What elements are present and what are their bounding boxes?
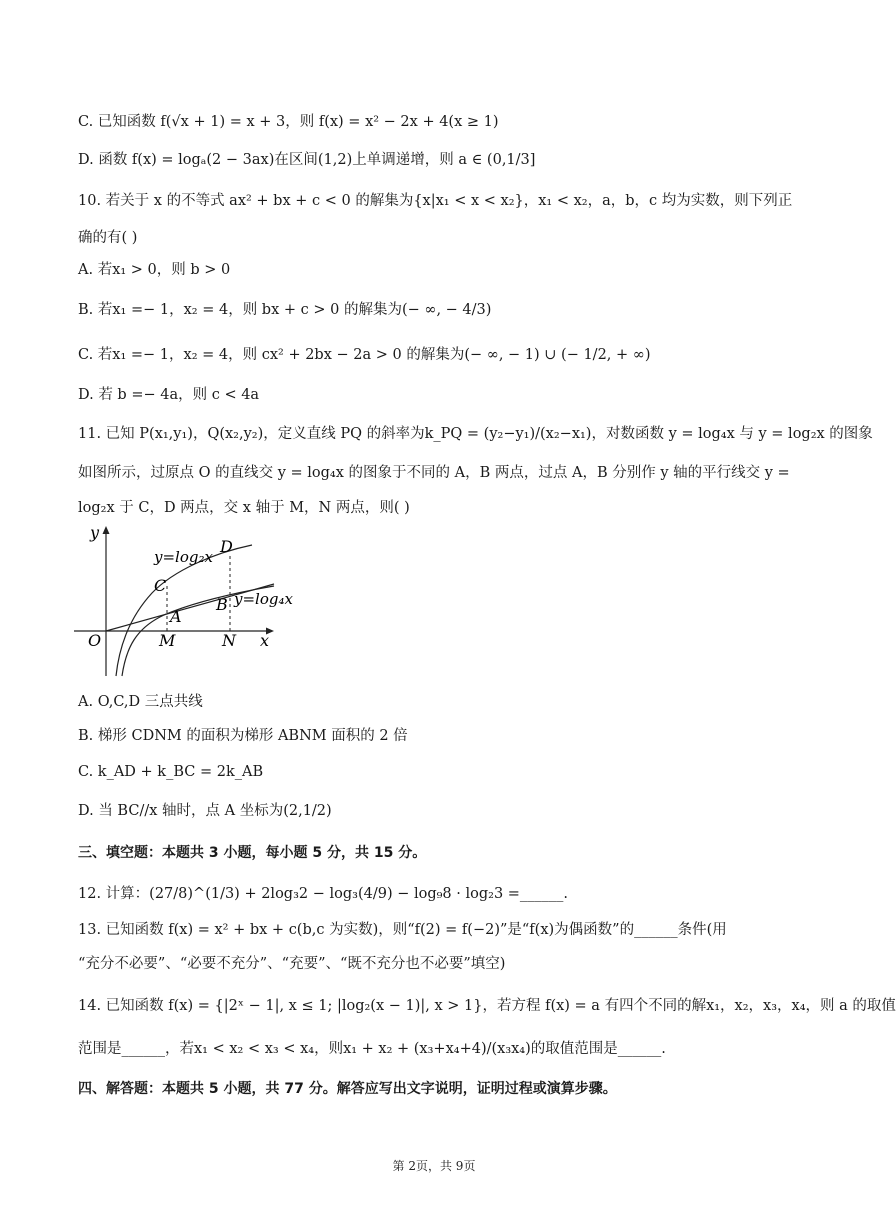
q11-stem-2: 如图所示，过原点 O 的直线交 y = log₄x 的图象于不同的 A，B 两点，过点 A，B 分别作 y 轴的平行线交 y = <box>78 465 790 481</box>
label-log2: y=log₂x <box>154 548 213 566</box>
q10-stem-2: 确的有( ) <box>78 230 138 246</box>
label-o: O <box>88 631 102 650</box>
label-n: N <box>222 631 236 650</box>
q10-option-d: D. 若 b =− 4a，则 c < 4a <box>78 387 260 403</box>
q10-option-c: C. 若x₁ =− 1，x₂ = 4，则 cx² + 2bx − 2a > 0 的解集为(− ∞, − 1) ∪ (− 1/2, + ∞) <box>78 347 651 363</box>
q10-option-a: A. 若x₁ > 0，则 b > 0 <box>78 262 231 278</box>
line-9d: D. 函数 f(x) = logₐ(2 − 3ax)在区间(1,2)上单调递增，则 a ∈ (0,1/3] <box>78 152 536 168</box>
section-3-heading: 三、填空题：本题共 3 小题，每小题 5 分，共 15 分。 <box>78 845 427 861</box>
label-log4: y=log₄x <box>234 590 293 608</box>
q10-option-b: B. 若x₁ =− 1，x₂ = 4，则 bx + c > 0 的解集为(− ∞, − 4/3) <box>78 302 492 318</box>
q11-stem-3: log₂x 于 C，D 两点，交 x 轴于 M，N 两点，则( ) <box>78 500 410 516</box>
q13-line-2: “充分不必要”、“必要不充分”、“充要”、“既不充分也不必要”填空) <box>78 956 506 972</box>
y-axis-arrow <box>103 526 110 534</box>
label-b: B <box>216 595 228 614</box>
label-y: y <box>90 523 100 542</box>
q11-stem-1: 11. 已知 P(x₁,y₁)，Q(x₂,y₂)，定义直线 PQ 的斜率为k_PQ = (y₂−y₁)/(x₂−x₁)，对数函数 y = log₄x 与 y = log₂x 的图象 <box>78 426 873 442</box>
q13-line-1: 13. 已知函数 f(x) = x² + bx + c(b,c 为实数)，则“f(2) = f(−2)”是“f(x)为偶函数”的______条件(用 <box>78 922 727 938</box>
q12: 12. 计算：(27/8)^(1/3) + 2log₃2 − log₃(4/9) − log₉8 · log₂3 =______. <box>78 886 569 902</box>
label-d: D <box>220 537 233 556</box>
q14-line-2: 范围是______，若x₁ < x₂ < x₃ < x₄，则x₁ + x₂ + (x₃+x₄+4)/(x₃x₄)的取值范围是______. <box>78 1041 666 1057</box>
section-4-heading: 四、解答题：本题共 5 小题，共 77 分。解答应写出文字说明，证明过程或演算步骤。 <box>78 1081 617 1097</box>
label-m: M <box>159 631 176 650</box>
line-9c: C. 已知函数 f(√x + 1) = x + 3，则 f(x) = x² − 2x + 4(x ≥ 1) <box>78 114 499 130</box>
q14-line-1: 14. 已知函数 f(x) = {|2ˣ − 1|, x ≤ 1; |log₂(x − 1)|, x > 1}，若方程 f(x) = a 有四个不同的解x₁，x₂，x₃，x₄，则 a 的取值 <box>78 998 896 1014</box>
q11-option-d: D. 当 BC//x 轴时，点 A 坐标为(2,1/2) <box>78 803 332 819</box>
q11-option-b: B. 梯形 CDNM 的面积为梯形 ABNM 面积的 2 倍 <box>78 728 408 744</box>
page-footer: 第 2页，共 9页 <box>392 1159 476 1173</box>
q11-option-a: A. O,C,D 三点共线 <box>78 694 203 710</box>
label-x: x <box>260 631 270 650</box>
q11-option-c: C. k_AD + k_BC = 2k_AB <box>78 764 264 780</box>
label-a: A <box>170 607 182 626</box>
label-c: C <box>154 576 167 595</box>
q10-stem-1: 10. 若关于 x 的不等式 ax² + bx + c < 0 的解集为{x|x₁ < x < x₂}，x₁ < x₂，a，b，c 均为实数，则下列正 <box>78 193 793 209</box>
q11-figure <box>74 518 293 678</box>
